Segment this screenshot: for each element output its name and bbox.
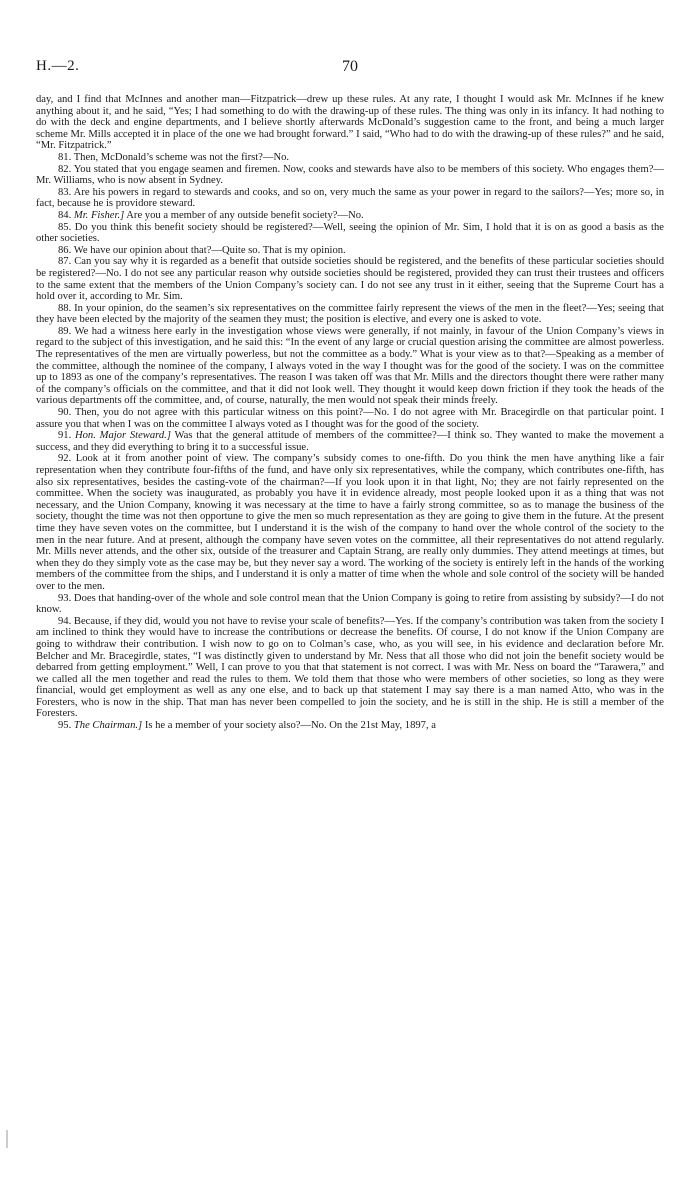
page-number: 70	[342, 58, 358, 75]
document-reference: H.—2.	[36, 58, 80, 74]
paragraph: 86. We have our opinion about that?—Quite so. That is my opinion.	[58, 244, 346, 256]
margin-mark	[6, 1130, 8, 1148]
paragraph: 84. Mr. Fisher.] Are you a member of any outside benefit society?—No.	[58, 209, 364, 221]
paragraph: 81. Then, McDonald’s scheme was not the first?—No.	[58, 151, 290, 163]
paragraph: 92. Look at it from another point of view. The company’s subsidy comes to one-fifth. Do you think the men have anything like a fair representation when they contribute four-fifths of the fund, and have only six representatives, while the company, which contributes one-fifth, has also six representatives, besides the casting-vote of the chairman?—If you look upon it in that light, No; they are not fairly represented on the committee. When the society was inaugurated, as probably you have it in evidence already, most people looked upon it as a thing that was not necessary, and the Union Company, knowing it was necessary at the time to have a fairly strong committee, so as to manage the business of the society, thought the time was not then opportune to give the men so much representation as they are going to give them in the future. At the present time they have seven votes on the committee, but I understand it is the wish of the company to hand over the whole control of the society to the men in the near future. And at present, although the company have seven votes on the committee, all their representatives do not attend regularly. Mr. Mills never attends, and the other six, outside of the treasurer and Captain Strang, are really only dummies. They attend meetings at times, but when they do they simply vote as the case may be, but they never say a word. The working of the society is entirely left in the hands of the working members of the committee from the ships, and I understand it is only a matter of time when the whole and sole control of the society will be handed over to the men.	[36, 453, 664, 592]
paragraph: 85. Do you think this benefit society should be registered?—Well, seeing the opinion of Mr. Sim, I hold that it is on as good a basis as the other societies.	[36, 221, 664, 245]
paragraph: 90. Then, you do not agree with this particular witness on this point?—No. I do not agree with Mr. Bracegirdle on that particular point. I assure you that when I was on the committee I always voted as I thought was for the good of the society.	[36, 407, 664, 430]
paragraph: 94. Because, if they did, would you not have to revise your scale of benefits?—Yes. If the company’s contribution was taken from the society I am inclined to think they would have to increase the contributions or decrease the benefits. Of course, I do not know if the Union Company are going to withdraw their contribution. I wish now to go on to Colman’s case, who, as you will see, in his evidence and declaration before Mr. Belcher and Mr. Bracegirdle, states, “I was distinctly given to understand by Mr. Ness that all those who did not join the benefit society would be debarred from getting employment.” Well, I can prove to you that that statement is not correct. I was with Mr. Ness on board the “Tarawera,” and we called all the men together and read the rules to them. We told them that those who were members of other societies, so long as they were financial, would get employment as well as any one else, and to back up that statement I may say there is a man named Atto, who was in the Foresters, who is now in the ship. That man has never been compelled to join the society, and he is still in the ship. He is still a member of the Foresters.	[36, 615, 664, 720]
paragraph: 89. We had a witness here early in the investigation whose views were generally, if not mainly, in favour of the Union Company’s views in regard to the subject of this investigation, and he said this: “In the event of any large or crucial question arising the committee are almost powerless. The representatives of the men are virtually powerless, but not the committee as a body.” What is your view as to that?—Speaking as a member of the committee, although the nominee of the company, I always voted in the way I thought was for the good of the society. I was on the committee up to 1893 as one of the company’s representatives. The reason I was taken off was that Mr. Mills and the directors thought there were rather many of the company’s officials on the committee, and that it did not look well. They thought it would keep down friction if they took the heads of the various departments off the committee, and, of course, naturally, the men would not speak their minds freely.	[36, 325, 664, 407]
paragraph: 82. You stated that you engage seamen and firemen. Now, cooks and stewards have also to be members of this society. Who engages them?—Mr. Williams, who is now absent in Sydney.	[36, 163, 664, 187]
paragraph: 88. In your opinion, do the seamen’s six representatives on the committee fairly represent the views of the men in the fleet?—Yes; seeing that they have been elected by the majority of the seamen they must; the position is elective, and every one is asked to vote.	[36, 302, 664, 326]
body-text	[36, 94, 664, 732]
paragraph-continued: day, and I find that McInnes and another man—Fitzpatrick—drew up these rules. At any rate, I thought I would ask Mr. McInnes if he knew anything about it, and he said, “Yes; I had something to do with the drawing-up of these rules. The thing was only in its infancy. It had nothing to do with the deck and engine departments, and I believe shortly afterwards McDonald’s suggestion came to the front, and being a much larger scheme Mr. Mills accepted it in place of the one we had brought forward.” I said, “Who had to do with the drawing-up of these rules?” and he said, “Mr. Fitzpatrick.”	[36, 94, 664, 152]
paragraph: 93. Does that handing-over of the whole and sole control mean that the Union Company is going to retire from assisting by subsidy?—I do not know.	[36, 592, 664, 616]
paragraph: 95. The Chairman.] Is he a member of your society also?—No. On the 21st May, 1897, a	[58, 720, 436, 732]
paragraph: 83. Are his powers in regard to stewards and cooks, and so on, very much the same as your power in regard to the sailors?—Yes; more so, in fact, because he is providore steward.	[36, 186, 664, 210]
paragraph: 87. Can you say why it is regarded as a benefit that outside societies should be registered, and the benefits of these particular societies should be registered?—No. I do not see any particular reason why outside societies should be registered, provided they can trust their trustees and officers to the same extent that the members of the Union Company’s society can. I do not see any trust in it either, seeing that the Supreme Court has a hold over it, according to Mr. Sim.	[36, 256, 664, 303]
paragraph: 91. Hon. Major Steward.] Was that the general attitude of members of the committee?—I think so. They wanted to make the movement a success, and they did everything to bring it to a successful issue.	[36, 430, 664, 453]
page-header	[36, 58, 664, 78]
